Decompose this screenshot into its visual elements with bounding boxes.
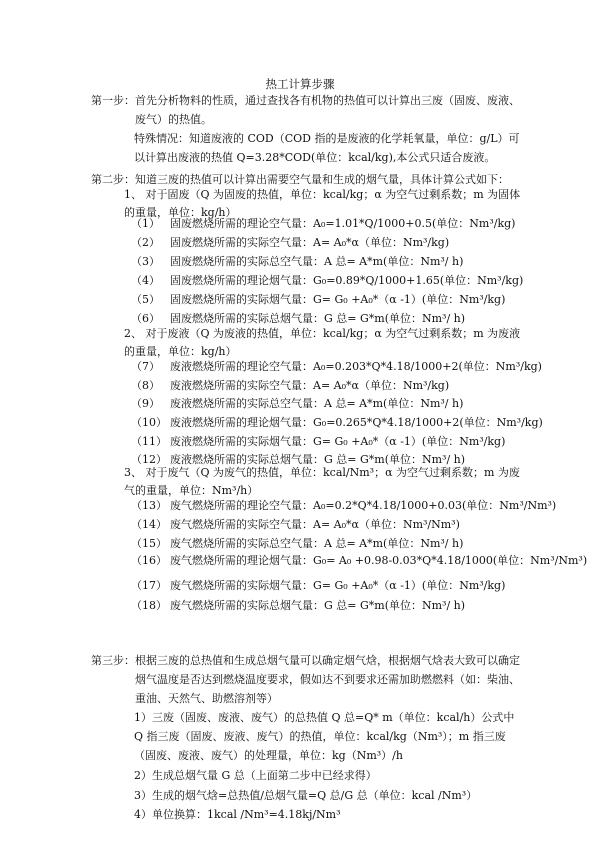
step-3-item-2: 2）生成总烟气量 G 总（上面第二步中已经求得） <box>134 769 377 782</box>
gas-formula-num: （16） <box>131 554 167 567</box>
solid-formula-text: 固废燃烧所需的实际烟气量：G= G₀ +A₀*（α -1）(单位：Nm³/kg) <box>170 293 506 306</box>
liquid-formula-num: （11） <box>131 435 167 448</box>
gas-formula-1 <box>131 497 556 515</box>
step-3-item-1: 1）三废（固废、废液、废气）的总热值 Q 总=Q* m（单位：kcal/h）公式中 Q 指三废（固废、废液、废气）的热值，单位：kcal/kg（Nm³）；m 指三废（固废、废液、废气）的处理量，单位：kg（Nm³）/h <box>134 711 515 762</box>
gas-formula-text: 废气燃烧所需的实际空气量：A= A₀*α（单位：Nm³/Nm³) <box>170 518 460 531</box>
gas-formula-text: 废气燃烧所需的理论空气量：A₀=0.2*Q*4.18/1000+0.03(单位：Nm³/Nm³) <box>170 499 557 512</box>
solid-formula-text: 固废燃烧所需的实际总烟气量：G 总= G*m(单位：Nm³/ h) <box>170 312 466 325</box>
solid-formula-text: 固废燃烧所需的理论空气量：A₀=1.01*Q/1000+0.5(单位：Nm³/kg) <box>170 217 516 230</box>
gas-formula-num: （17） <box>131 579 167 592</box>
liquid-formula-text: 废液燃烧所需的实际总空气量：A 总= A*m(单位：Nm³/ h) <box>170 397 464 410</box>
step-1-text: 首先分析物料的性质，通过查找各有机物的热值可以计算出三废（固废、废液、废气）的热值。 <box>135 94 520 126</box>
step-3-item-3: 3）生成的烟气焓=总热值/总烟气量=Q 总/G 总（单位：kcal /Nm³） <box>134 789 478 802</box>
step-3-item-4: 4）单位换算：1kcal /Nm³=4.18kj/Nm³ <box>134 808 341 821</box>
solid-heading: 1、 对于固废（Q 为固废的热值，单位：kcal/kg；α 为空气过剩系数；m 为固体的重量，单位：kg/h） <box>124 188 521 219</box>
step-3 <box>91 651 521 708</box>
step-3-text: 根据三废的总热值和生成总烟气量可以确定烟气焓，根据烟气焓表大致可以确定烟气温度是否达到燃烧温度要求，假如达不到要求还需加助燃燃料（如：柴油、重油、天然气、助燃溶剂等） <box>135 654 520 705</box>
solid-formula-text: 固废燃烧所需的实际空气量：A= A₀*α（单位：Nm³/kg) <box>170 236 450 249</box>
solid-formula-num: （6） <box>131 312 160 325</box>
solid-formula-text: 固废燃烧所需的实际总空气量：A 总= A*m(单位：Nm³/ h) <box>170 255 464 268</box>
liquid-formula-2 <box>131 377 449 395</box>
step-2-text: 知道三废的热值可以计算出需要空气量和生成的烟气量，具体计算公式如下： <box>135 173 509 186</box>
solid-formula-num: （3） <box>131 255 160 268</box>
step-1-special: 特殊情况：知道废液的 COD（COD 指的是废液的化学耗氧量，单位：g/L）可以计算出废液的热值 Q=3.28*COD(单位：kcal/kg),本公式只适合废液。 <box>134 132 520 164</box>
liquid-formula-3 <box>131 395 463 413</box>
gas-formula-text: 废气燃烧所需的实际总空气量：A 总= A*m(单位：Nm³/ h) <box>170 537 464 550</box>
liquid-formula-num: （12） <box>131 453 167 466</box>
gas-formula-4 <box>131 552 587 570</box>
liquid-formula-num: （10） <box>131 416 167 429</box>
liquid-formula-num: （9） <box>131 397 160 410</box>
liquid-formula-text: 废液燃烧所需的理论烟气量：G₀=0.265*Q*4.18/1000+2(单位：Nm³/kg) <box>170 416 543 429</box>
liquid-formula-text: 废液燃烧所需的实际总烟气量：G 总= G*m(单位：Nm³/ h) <box>170 453 466 466</box>
solid-formula-num: （4） <box>131 274 160 287</box>
liquid-formula-num: （7） <box>131 360 160 373</box>
gas-formula-num: （14） <box>131 518 167 531</box>
solid-formula-num: （5） <box>131 293 160 306</box>
gas-formula-6 <box>131 597 465 615</box>
gas-heading: 3、 对于废气（Q 为废气的热值，单位：kcal/Nm³；α 为空气过剩系数；m 为废气的重量，单位：Nm³/h） <box>124 466 520 497</box>
solid-formula-3 <box>131 253 463 271</box>
solid-formula-text: 固废燃烧所需的理论烟气量：G₀=0.89*Q/1000+1.65(单位：Nm³/kg) <box>170 274 524 287</box>
step-1 <box>91 91 521 129</box>
gas-formula-text: 废气燃烧所需的理论烟气量：G₀= A₀ +0.98-0.03*Q*4.18/1000(单位：Nm³/Nm³) <box>170 554 588 567</box>
gas-formula-num: （13） <box>131 499 167 512</box>
page-title: 热工计算步骤 <box>265 77 335 91</box>
liquid-formula-5 <box>131 433 505 451</box>
solid-formula-num: （1） <box>131 217 160 230</box>
gas-formula-num: （18） <box>131 599 167 612</box>
gas-formula-text: 废气燃烧所需的实际烟气量：G= G₀ +A₀*（α -1）(单位：Nm³/kg) <box>170 579 506 592</box>
gas-formula-5 <box>131 577 505 595</box>
solid-formula-1 <box>131 215 515 233</box>
liquid-formula-num: （8） <box>131 379 160 392</box>
gas-formula-text: 废气燃烧所需的实际总烟气量：G 总= G*m(单位：Nm³/ h) <box>170 599 466 612</box>
step-3-label: 第三步： <box>91 654 135 667</box>
solid-formula-4 <box>131 272 523 290</box>
gas-formula-2 <box>131 516 460 534</box>
liquid-formula-4 <box>131 414 543 432</box>
liquid-formula-1 <box>131 358 542 376</box>
liquid-heading: 2、 对于废液（Q 为废液的热值，单位：kcal/kg；α 为空气过剩系数；m 为废液的重量，单位：kg/h） <box>124 327 521 358</box>
step-2-label: 第二步： <box>91 173 135 186</box>
liquid-formula-text: 废液燃烧所需的实际烟气量：G= G₀ +A₀*（α -1）(单位：Nm³/kg) <box>170 435 506 448</box>
gas-formula-3 <box>131 535 463 553</box>
gas-formula-num: （15） <box>131 537 167 550</box>
solid-formula-2 <box>131 234 449 252</box>
liquid-formula-text: 废液燃烧所需的理论空气量：A₀=0.203*Q*4.18/1000+2(单位：Nm³/kg) <box>170 360 542 373</box>
solid-formula-5 <box>131 291 505 309</box>
liquid-formula-text: 废液燃烧所需的实际空气量：A= A₀*α（单位：Nm³/kg) <box>170 379 450 392</box>
step-1-label: 第一步： <box>91 94 135 107</box>
solid-formula-num: （2） <box>131 236 160 249</box>
